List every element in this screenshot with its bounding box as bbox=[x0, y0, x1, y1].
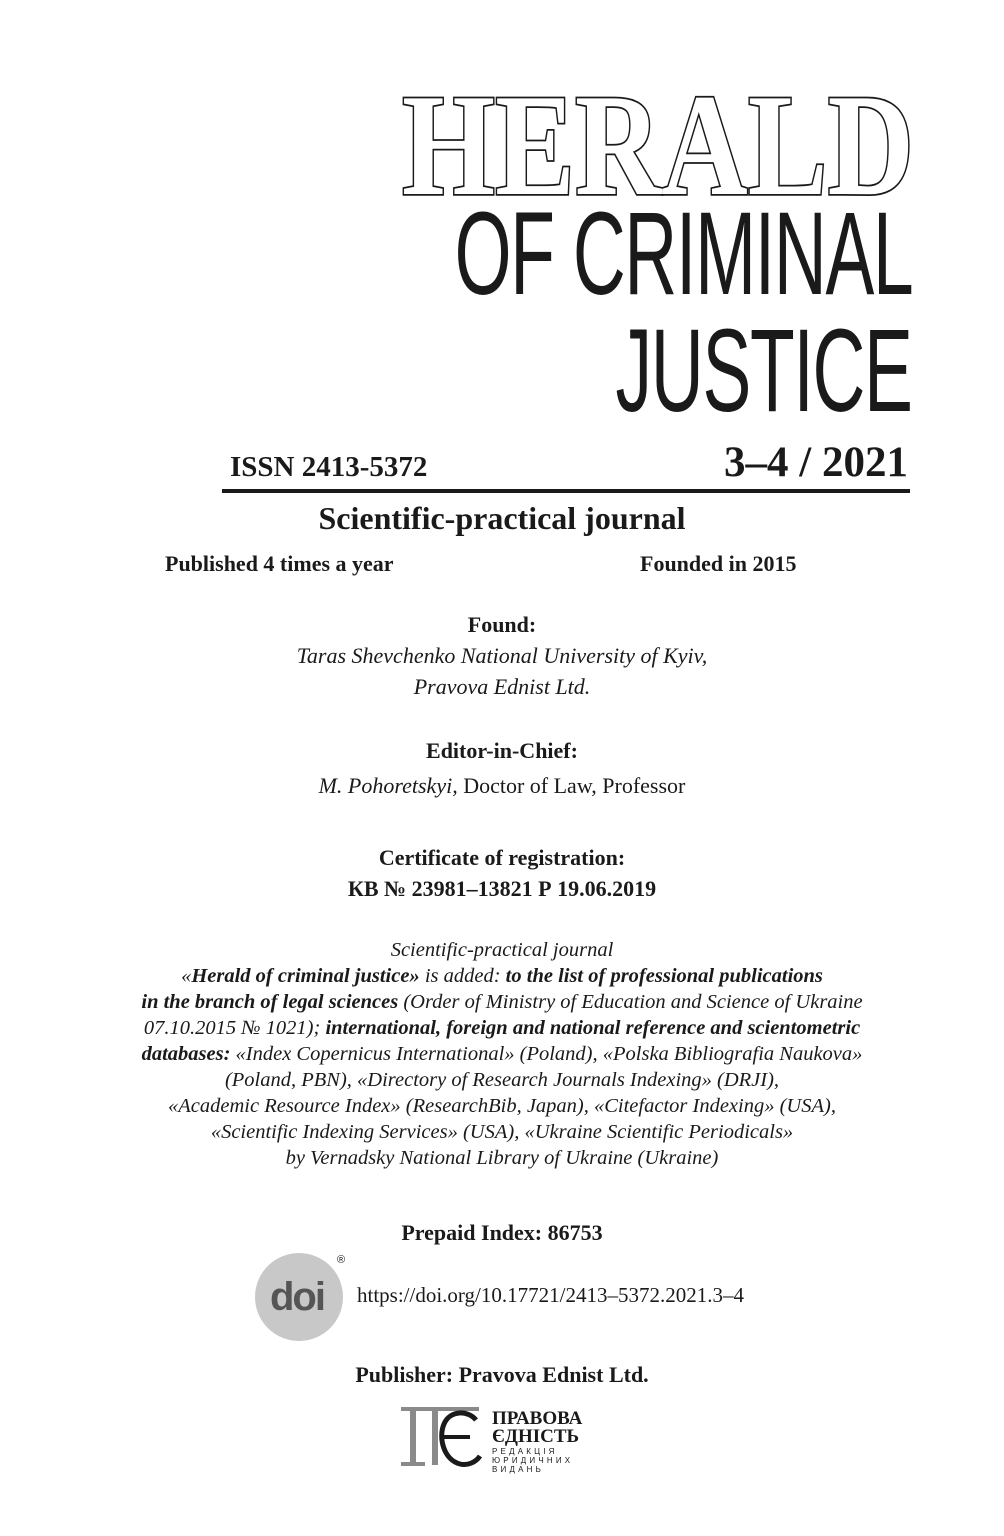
journal-title-justice: JUSTICE bbox=[615, 305, 912, 437]
logo-line-3: РЕДАКЦІЯ bbox=[492, 1447, 558, 1456]
indexing-text: (Order of Ministry of Education and Science of Ukraine bbox=[398, 991, 863, 1013]
editor-name: M. Pohoretskyi, bbox=[318, 773, 458, 798]
indexing-line: (Poland, PBN), «Directory of Research Journals Indexing» (DRJI), bbox=[224, 1069, 780, 1091]
editor-in-chief bbox=[0, 773, 1004, 799]
publisher-name: Publisher: Pravova Ednist Ltd. bbox=[355, 1362, 649, 1387]
publication-frequency: Published 4 times a year bbox=[165, 551, 394, 576]
founded-year: Founded in 2015 bbox=[640, 551, 797, 576]
issn-number: ISSN 2413-5372 bbox=[230, 451, 428, 483]
logo-line-1: ПРАВОВА bbox=[492, 1408, 583, 1429]
indexing-line bbox=[0, 963, 1004, 989]
indexing-bold-text: Herald of criminal justice» bbox=[191, 965, 420, 987]
indexing-line: «Scientific Indexing Services» (USA), «Ukraine Scientific Periodicals» bbox=[210, 1121, 794, 1143]
indexing-line bbox=[0, 1041, 1004, 1067]
doi-logo-icon bbox=[255, 1249, 347, 1341]
pe-monogram-icon bbox=[401, 1407, 480, 1466]
certificate-number: КВ № 23981–13821 Р 19.06.2019 bbox=[347, 876, 657, 901]
indexing-line bbox=[0, 989, 1004, 1015]
issue-number: 3–4 / 2021 bbox=[724, 439, 908, 486]
indexing-bold-text: international, foreign and national reference and scientometric bbox=[325, 1017, 861, 1039]
title-divider bbox=[222, 489, 910, 493]
editor-title: Doctor of Law, Professor bbox=[457, 773, 686, 798]
founder-2: Pravova Ednist Ltd. bbox=[413, 674, 591, 699]
indexing-text: « bbox=[181, 965, 192, 987]
doi-logo-text: doi bbox=[270, 1275, 324, 1319]
prepaid-index: Prepaid Index: 86753 bbox=[401, 1220, 603, 1245]
certificate-heading: Certificate of registration: bbox=[378, 845, 626, 870]
journal-title-of-criminal: OF CRIMINAL bbox=[454, 188, 912, 320]
indexing-line: Scientific-practical journal bbox=[390, 939, 614, 961]
journal-type: Scientific-practical journal bbox=[318, 500, 686, 536]
editor-heading: Editor-in-Chief: bbox=[426, 738, 578, 763]
indexing-text: «Index Copernicus International» (Poland), «Polska Bibliografia Naukova» bbox=[230, 1043, 863, 1065]
indexing-line: by Vernadsky National Library of Ukraine (Ukraine) bbox=[285, 1147, 719, 1169]
herald-text: HERALD bbox=[402, 64, 914, 226]
indexing-line: «Academic Resource Index» (ResearchBib, Japan), «Citefactor Indexing» (USA), bbox=[168, 1095, 836, 1117]
indexing-text: 07.10.2015 № 1021); bbox=[143, 1017, 326, 1039]
publisher-logo bbox=[398, 1402, 608, 1474]
journal-title-herald bbox=[398, 64, 918, 226]
found-heading: Found: bbox=[467, 612, 537, 637]
indexing-line bbox=[0, 1015, 1004, 1041]
indexing-bold-text: databases: bbox=[141, 1043, 231, 1065]
logo-line-4: ЮРИДИЧНИХ bbox=[492, 1456, 574, 1465]
indexing-text: is added: bbox=[419, 965, 506, 987]
indexing-bold-text: in the branch of legal sciences bbox=[141, 991, 399, 1013]
founder-1: Taras Shevchenko National University of Kyiv, bbox=[296, 643, 708, 668]
indexing-bold-text: to the list of professional publications bbox=[505, 965, 823, 987]
registered-mark: ® bbox=[336, 1254, 346, 1266]
doi-link[interactable]: https://doi.org/10.17721/2413–5372.2021.3–4 bbox=[357, 1283, 744, 1307]
logo-line-5: ВИДАНЬ bbox=[492, 1465, 545, 1474]
logo-line-2: ЄДНІСТЬ bbox=[492, 1426, 580, 1447]
